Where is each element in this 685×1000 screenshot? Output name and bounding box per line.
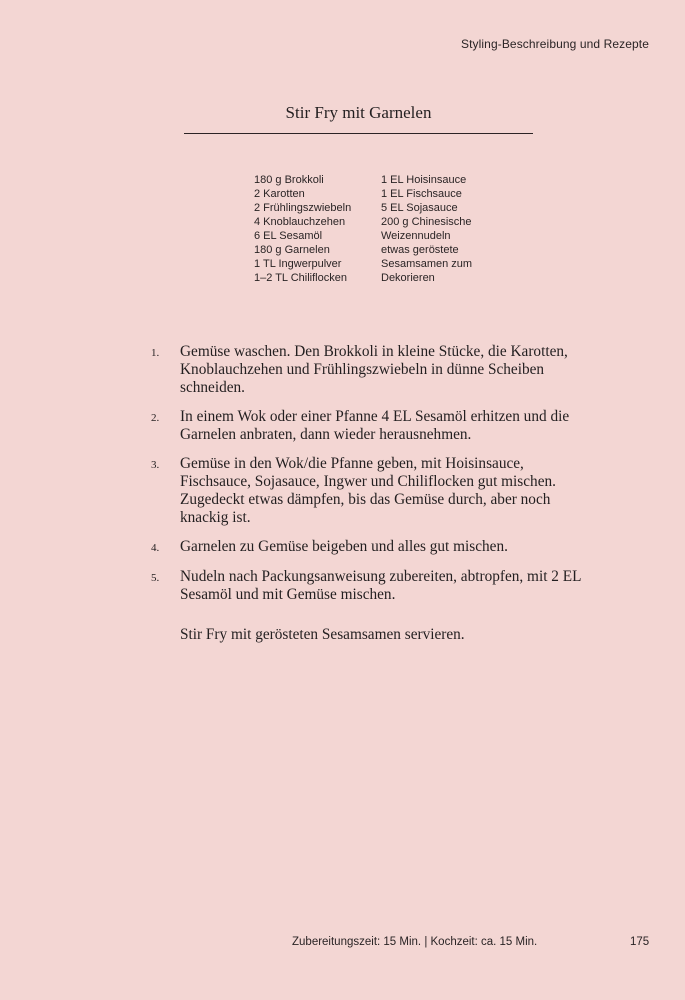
ingredient-item: 1 EL Hoisinsauce: [381, 174, 467, 186]
running-header: Styling-Beschreibung und Rezepte: [461, 37, 649, 51]
ingredient-item: 1 EL Fischsauce: [381, 188, 462, 200]
step-number: 4.: [151, 542, 160, 554]
ingredient-item: etwas geröstete: [381, 244, 459, 256]
instruction-steps: [151, 343, 581, 615]
ingredient-item: Weizennudeln: [381, 230, 451, 242]
ingredient-item: 180 g Garnelen: [254, 244, 330, 256]
ingredient-item: 200 g Chinesische: [381, 216, 472, 228]
ingredient-item: 180 g Brokkoli: [254, 174, 324, 186]
ingredient-item: 6 EL Sesamöl: [254, 230, 323, 242]
step-text: Nudeln nach Packungsanweisung zubereiten, abtropfen, mit 2 EL Sesamöl und mit Gemüse mischen.: [180, 568, 581, 603]
ingredients-list: [254, 173, 472, 285]
prep-cook-times: Zubereitungszeit: 15 Min. | Kochzeit: ca. 15 Min.: [292, 936, 538, 948]
ingredient-item: 2 Karotten: [254, 188, 305, 200]
ingredient-item: Sesamsamen zum: [381, 258, 473, 270]
ingredient-item: 1–2 TL Chiliflocken: [254, 272, 347, 284]
step-number: 2.: [151, 412, 160, 424]
ingredient-item: 4 Knoblauchzehen: [254, 216, 346, 228]
instruction-step: [151, 538, 581, 557]
instruction-step: [151, 455, 581, 527]
step-text: Garnelen zu Gemüse beigeben und alles gut mischen.: [180, 538, 508, 555]
step-number: 3.: [151, 459, 160, 471]
step-text: Gemüse in den Wok/die Pfanne geben, mit Hoisinsauce, Fischsauce, Sojasauce, Ingwer und Chiliflocken gut mischen. Zugedeckt etwas dämpfen, bis das Gemüse durch, aber noch knackig ist.: [180, 455, 556, 526]
serving-note: Stir Fry mit gerösteten Sesamsamen servieren.: [180, 626, 465, 643]
ingredients-column-right: [381, 173, 472, 285]
ingredient-item: 5 EL Sojasauce: [381, 202, 458, 214]
step-number: 5.: [151, 572, 160, 584]
step-number: 1.: [151, 347, 160, 359]
page-number: 175: [630, 936, 650, 948]
ingredients-column-left: [254, 173, 381, 285]
step-text: In einem Wok oder einer Pfanne 4 EL Sesamöl erhitzen und die Garnelen anbraten, dann wieder herausnehmen.: [180, 408, 570, 443]
ingredient-item: 1 TL Ingwerpulver: [254, 258, 342, 270]
instruction-step: [151, 343, 581, 397]
ingredient-item: Dekorieren: [381, 272, 435, 284]
instruction-step: [151, 568, 581, 604]
ingredient-item: 2 Frühlingszwiebeln: [254, 202, 352, 214]
title-divider: [184, 133, 533, 134]
instruction-step: [151, 408, 581, 444]
recipe-title: Stir Fry mit Garnelen: [285, 103, 432, 122]
step-text: Gemüse waschen. Den Brokkoli in kleine Stücke, die Karotten, Knoblauchzehen und Frühlingszwiebeln in dünne Scheiben schneiden.: [180, 343, 568, 396]
